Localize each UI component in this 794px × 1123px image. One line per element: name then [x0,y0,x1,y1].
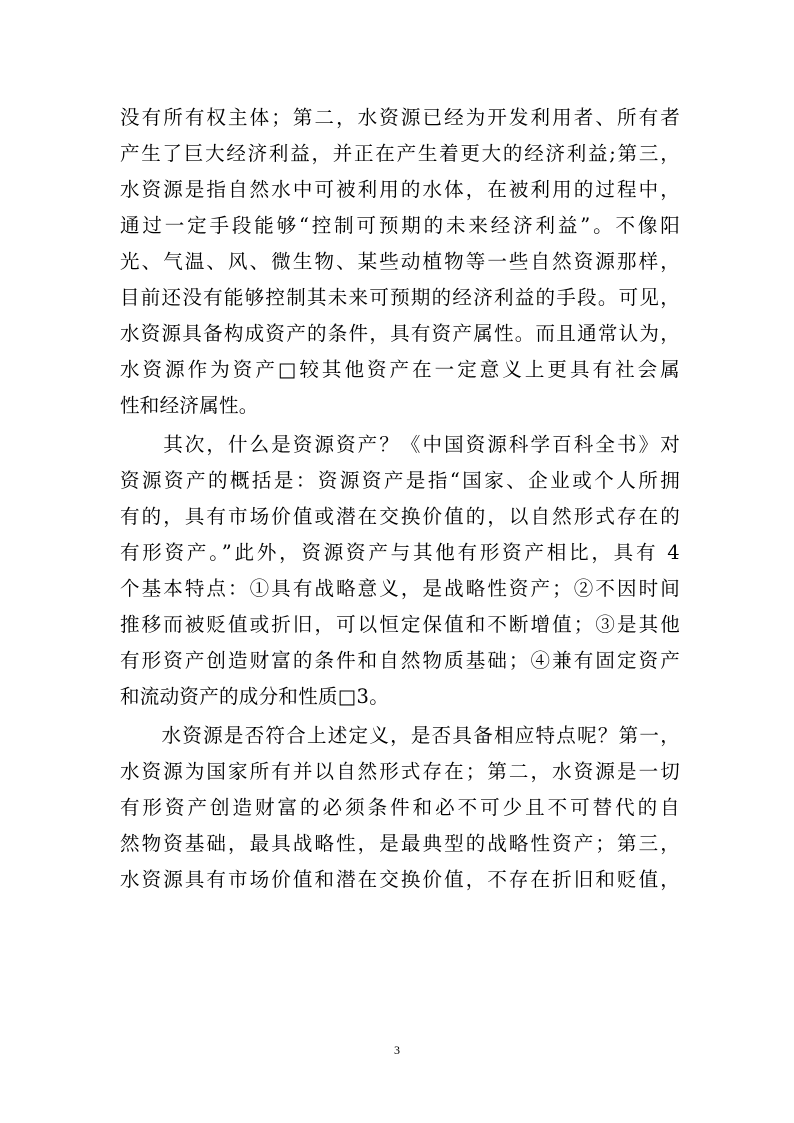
text-line: 没有所有权主体；第二，水资源已经为开发利用者、所有者 [120,106,680,129]
text-line: 水资源是指自然水中可被利用的水体，在被利用的过程中， [120,178,680,201]
text-line: 和流动资产的成分和性质□3。 [120,685,390,708]
text-line: 然物资基础，最具战略性，是最典型的战略性资产；第三， [120,832,680,855]
text-line: 水资源作为资产□较其他资产在一定意义上更具有社会属 [120,358,680,381]
text-line: 性和经济属性。 [120,394,259,417]
body-text [120,100,680,898]
page-number: 3 [394,1043,400,1057]
text-line: 产生了巨大经济利益，并正在产生着更大的经济利益;第三， [120,142,680,165]
text-line: 有的，具有市场价值或潜在交换价值的，以自然形式存在的 [120,505,680,528]
text-line: 推移而被贬值或折旧，可以恒定保值和不断增值；③是其他 [120,613,680,636]
text-line: 有形资产创造财富的必须条件和必不可少且不可替代的自 [120,796,680,819]
text-line: 目前还没有能够控制其未来可预期的经济利益的手段。可见， [120,286,680,309]
text-line: 其次，什么是资源资产？《中国资源科学百科全书》对 [120,433,680,456]
text-line: 水资源具有市场价值和潜在交换价值，不存在折旧和贬值， [120,868,680,891]
text-line: 水资源具备构成资产的条件，具有资产属性。而且通常认为， [120,322,680,345]
text-line: 光、气温、风、微生物、某些动植物等一些自然资源那样， [120,250,680,273]
text-line: 有形资产。”此外，资源资产与其他有形资产相比，具有 4 [120,541,680,564]
text-line: 资源资产的概括是：资源资产是指“国家、企业或个人所拥 [120,469,680,492]
text-line: 水资源为国家所有并以自然形式存在；第二，水资源是一切 [120,760,680,783]
text-line: 个基本特点：①具有战略意义，是战略性资产；②不因时间 [120,577,680,600]
text-line: 通过一定手段能够“控制可预期的未来经济利益”。不像阳 [120,214,680,237]
text-line: 有形资产创造财富的条件和自然物质基础；④兼有固定资产 [120,649,680,672]
text-line: 水资源是否符合上述定义，是否具备相应特点呢？第一， [120,724,680,747]
